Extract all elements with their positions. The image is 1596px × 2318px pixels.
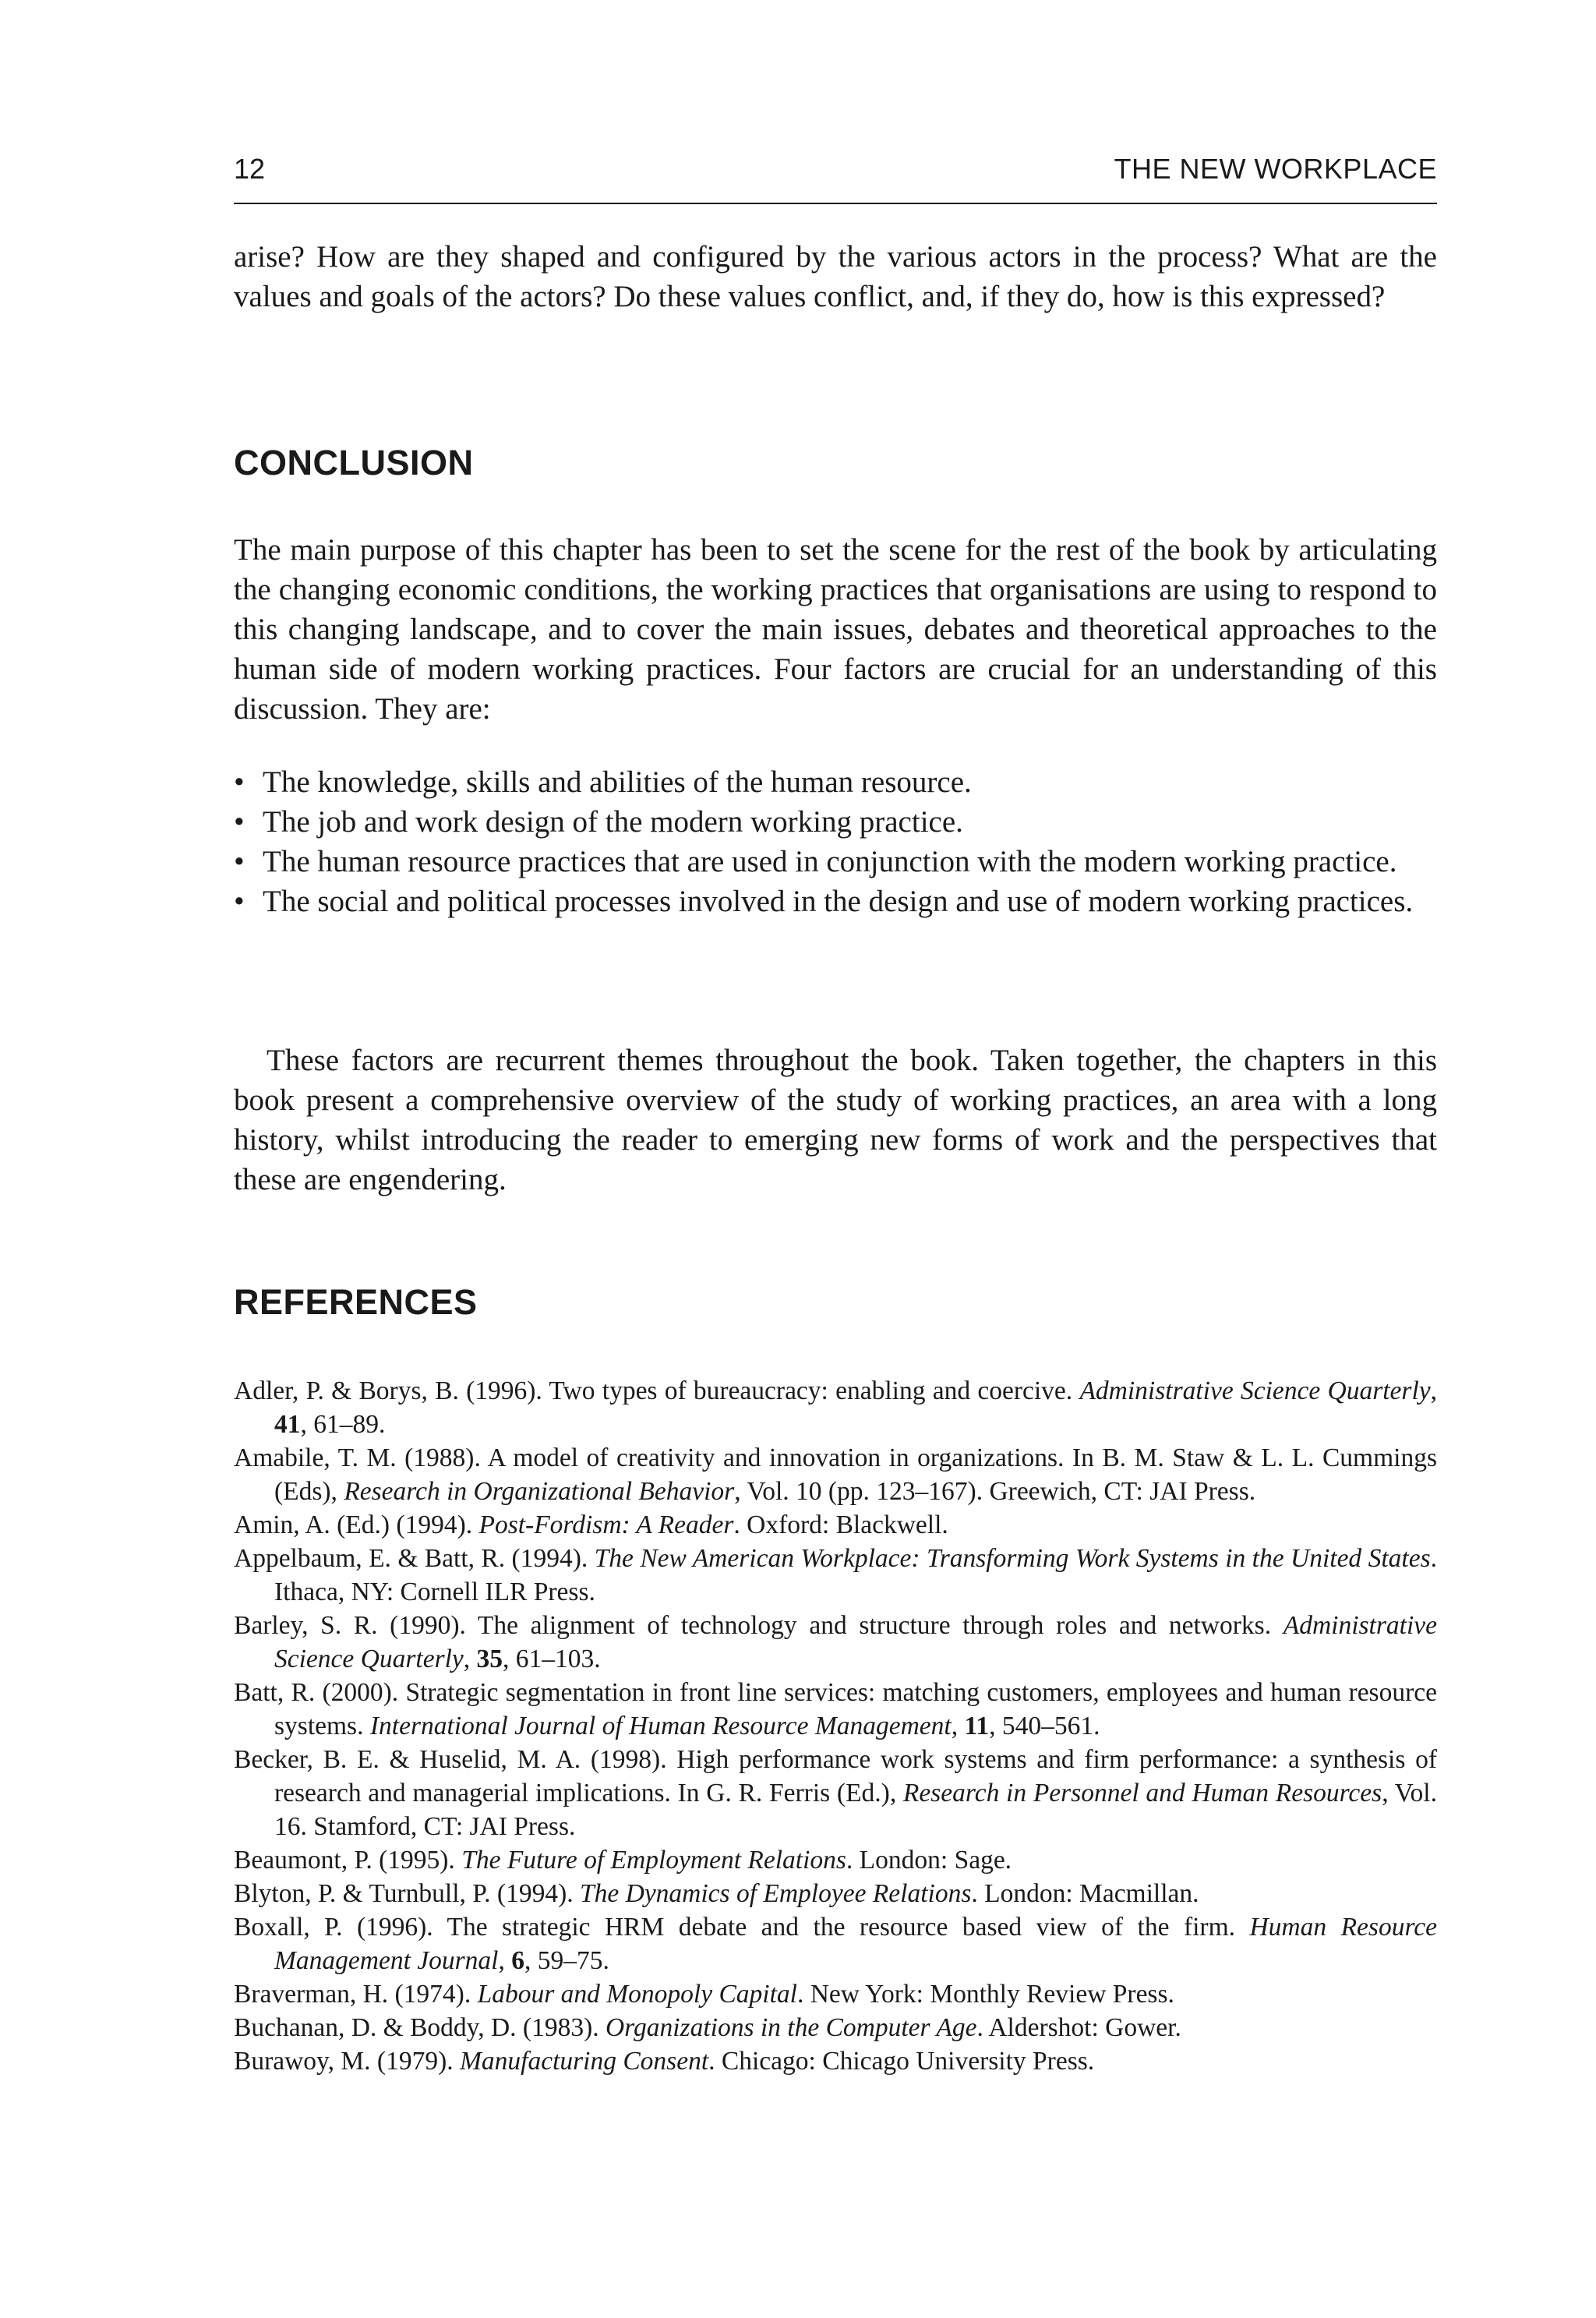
bullet-icon: • — [234, 845, 245, 878]
closing-paragraph: These factors are recurrent themes throughout the book. Taken together, the chapters in this book present a comprehensive overview of the study of working practices, an area with a long history, whilst introducing the reader to emerging new forms of work and the perspectives that these are engendering. — [234, 1044, 1437, 1196]
bullet-icon: • — [234, 885, 245, 918]
references-heading: REFERENCES — [234, 1282, 478, 1322]
bullet-icon: • — [234, 805, 245, 839]
reference-entry: Boxall, P. (1996). The strategic HRM debate and the resource based view of the firm. Human Resource Management Journal, 6, 59–75. — [234, 1913, 1437, 1975]
reference-entry: Barley, S. R. (1990). The alignment of technology and structure through roles and networks. Administrative Science Quarterly, 35, 61–103. — [234, 1611, 1437, 1673]
factor-text: The social and political processes involved in the design and use of modern working practices. — [263, 885, 1414, 918]
reference-entry: Burawoy, M. (1979). Manufacturing Consent. Chicago: Chicago University Press. — [234, 2047, 1095, 2076]
reference-entry: Adler, P. & Borys, B. (1996). Two types of bureaucracy: enabling and coercive. Administrative Science Quarterly, 41, 61–89. — [234, 1376, 1438, 1439]
reference-entry: Becker, B. E. & Huselid, M. A. (1998). High performance work systems and firm performance: a synthesis of research and managerial implications. In G. R. Ferris (Ed.), Research in Personnel and Human Resources, Vol. 16. Stamford, CT: JAI Press. — [234, 1745, 1437, 1841]
factor-text: The human resource practices that are used in conjunction with the modern working practice. — [263, 845, 1397, 878]
running-header — [234, 153, 1437, 204]
page-number: 12 — [234, 153, 266, 185]
reference-entry: Buchanan, D. & Boddy, D. (1983). Organizations in the Computer Age. Aldershot: Gower. — [234, 2013, 1181, 2042]
reference-entry: Amabile, T. M. (1988). A model of creativity and innovation in organizations. In B. M. Staw & L. L. Cummings (Eds), Research in Organizational Behavior, Vol. 10 (pp. 123–167). Greewich, CT: JAI Press. — [234, 1443, 1437, 1506]
factor-text: The knowledge, skills and abilities of the human resource. — [263, 765, 972, 799]
factor-text: The job and work design of the modern working practice. — [263, 805, 963, 839]
conclusion-heading: CONCLUSION — [234, 443, 474, 482]
reference-entry: Beaumont, P. (1995). The Future of Employment Relations. London: Sage. — [234, 1846, 1012, 1875]
reference-entry: Amin, A. (Ed.) (1994). Post-Fordism: A Reader. Oxford: Blackwell. — [234, 1511, 948, 1539]
factor-item — [234, 802, 1437, 842]
intro-paragraph: arise? How are they shaped and configured by the various actors in the process? What are the values and goals of the actors? Do these values conflict, and, if they do, how is this expressed? — [234, 240, 1437, 313]
factor-item — [234, 762, 1437, 802]
factor-item — [234, 882, 1437, 921]
factor-item — [234, 842, 1437, 882]
factor-list — [234, 762, 1437, 921]
reference-entry: Blyton, P. & Turnbull, P. (1994). The Dynamics of Employee Relations. London: Macmillan. — [234, 1879, 1199, 1908]
conclusion-paragraph: The main purpose of this chapter has been to set the scene for the rest of the book by articulating the changing economic conditions, the working practices that organisations are using to respond to this changing landscape, and to cover the main issues, debates and theoretical approaches to the human side of modern working practices. Four factors are crucial for an understanding of this discussion. They are: — [234, 533, 1437, 726]
bullet-icon: • — [234, 765, 245, 799]
reference-entry: Braverman, H. (1974). Labour and Monopoly Capital. New York: Monthly Review Press. — [234, 1980, 1174, 2009]
reference-entry: Appelbaum, E. & Batt, R. (1994). The New American Workplace: Transforming Work Systems in the United States. Ithaca, NY: Cornell ILR Press. — [234, 1544, 1437, 1606]
reference-entry: Batt, R. (2000). Strategic segmentation in front line services: matching customers, employees and human resource systems. International Journal of Human Resource Management, 11, 540–561. — [234, 1678, 1437, 1740]
running-title: THE NEW WORKPLACE — [1114, 153, 1437, 185]
reference-list — [234, 1374, 1437, 2078]
